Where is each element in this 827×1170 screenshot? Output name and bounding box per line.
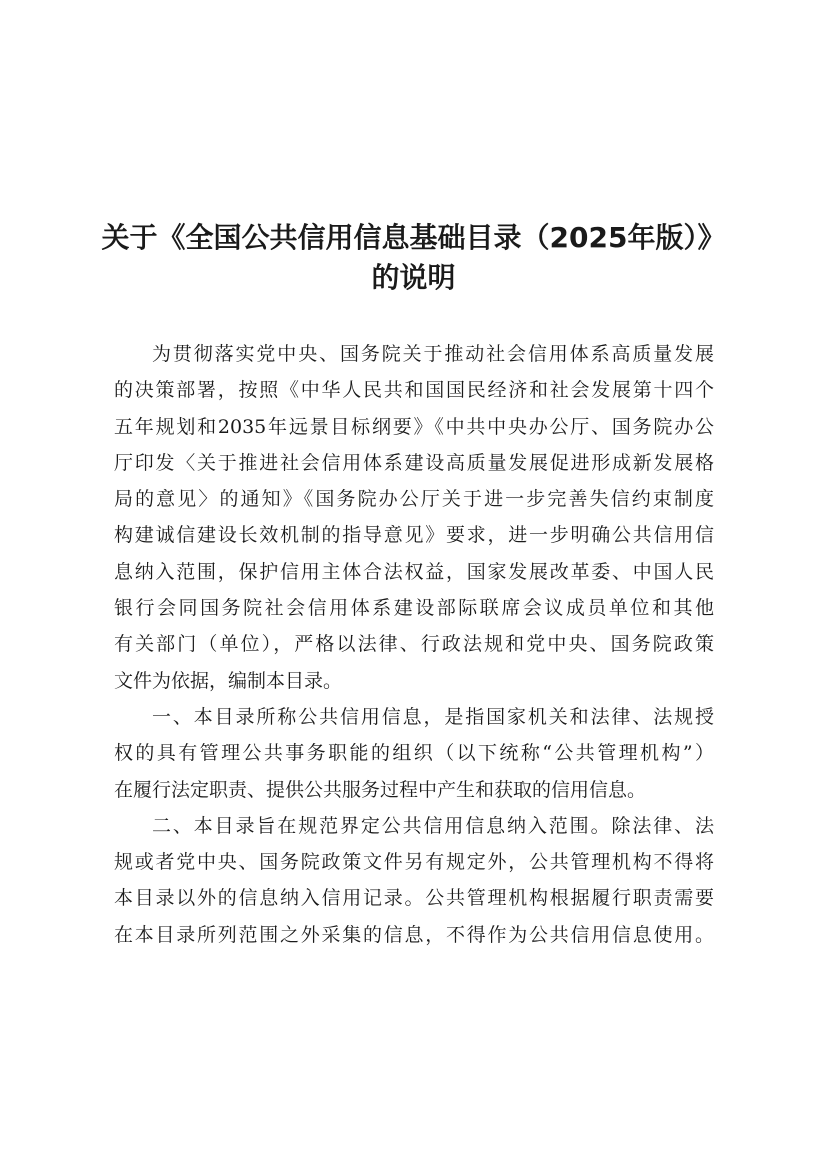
text-line: 本目录以外的信息纳入信用记录。公共管理机构根据履行职责需要 (114, 887, 714, 910)
paragraph-section-one (114, 699, 714, 808)
text-line: 规或者党中央、国务院政策文件另有规定外，公共管理机构不得将 (114, 851, 714, 874)
text-line: 在履行法定职责、提供公共服务过程中产生和获取的信用信息。 (114, 778, 647, 801)
text-line: 一、本目录所称公共信用信息，是指国家机关和法律、法规授 (152, 705, 714, 728)
document-body (114, 336, 714, 953)
text-line: 权的具有管理公共事务职能的组织（以下统称“公共管理机构”） (114, 742, 714, 765)
paragraph-intro (114, 336, 714, 699)
text-line: 厅印发〈关于推进社会信用体系建设高质量发展促进形成新发展格 (114, 451, 714, 474)
text-line: 文件为依据，编制本目录。 (114, 669, 343, 692)
text-line: 五年规划和2035年远景目标纲要》《中共中央办公厅、国务院办公 (114, 415, 714, 438)
document-title-line-2: 的说明 (371, 261, 456, 294)
text-line: 银行会同国务院社会信用体系建设部际联席会议成员单位和其他 (114, 597, 714, 620)
text-line: 的决策部署，按照《中华人民共和国国民经济和社会发展第十四个 (114, 379, 714, 402)
text-line: 有关部门（单位），严格以法律、行政法规和党中央、国务院政策 (114, 633, 714, 656)
text-line: 局的意见〉的通知》《国务院办公厅关于进一步完善失信约束制度 (114, 488, 714, 511)
text-line: 在本目录所列范围之外采集的信息，不得作为公共信用信息使用。 (114, 923, 714, 946)
paragraph-section-two (114, 808, 714, 953)
document-title-line-1: 关于《全国公共信用信息基础目录（2025年版）》 (101, 221, 726, 254)
text-line: 二、本目录旨在规范界定公共信用信息纳入范围。除法律、法 (152, 814, 714, 837)
text-line: 息纳入范围，保护信用主体合法权益，国家发展改革委、中国人民 (114, 560, 714, 583)
text-line: 构建诚信建设长效机制的指导意见》要求，进一步明确公共信用信 (114, 524, 714, 547)
text-line: 为贯彻落实党中央、国务院关于推动社会信用体系高质量发展 (152, 343, 714, 365)
